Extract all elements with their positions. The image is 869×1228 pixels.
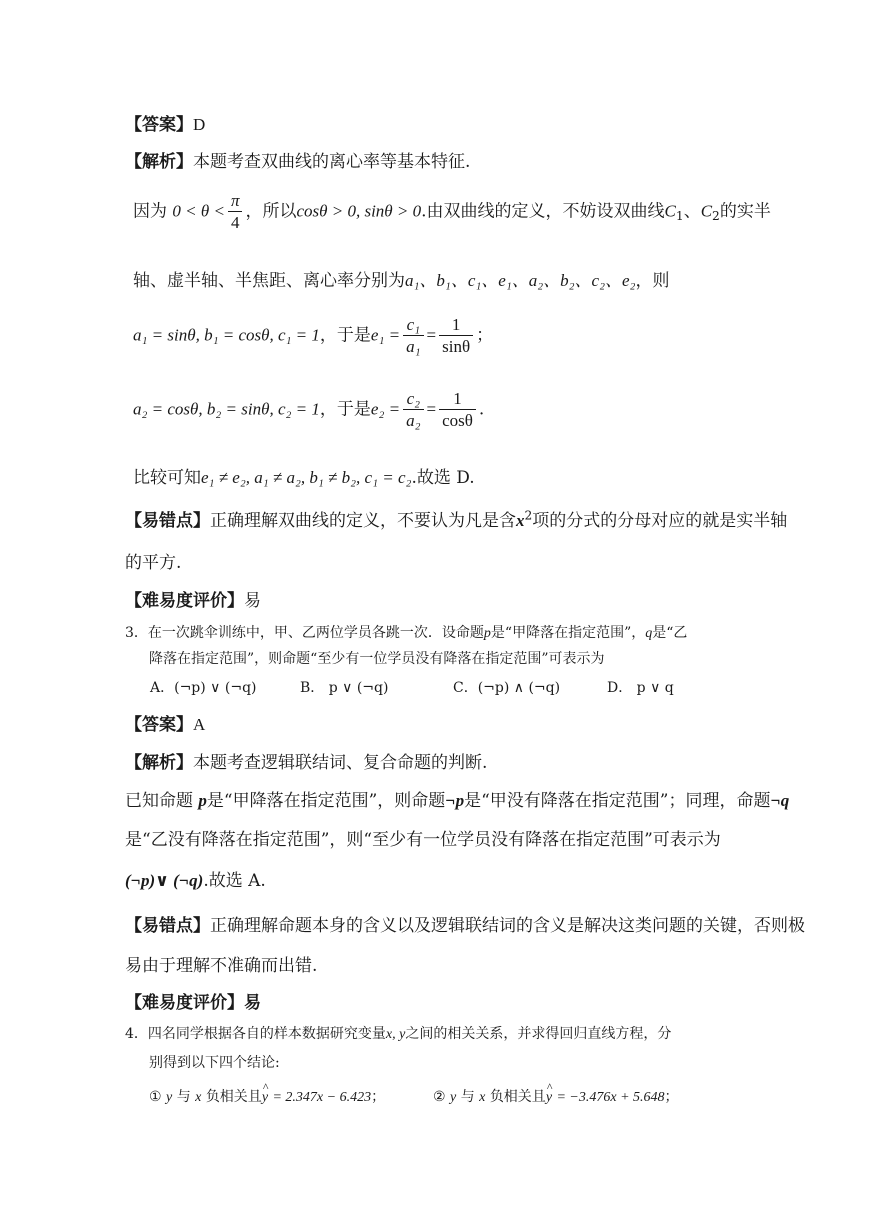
q3-error-line-2: 易由于理解不准确而出错. bbox=[125, 956, 318, 976]
solution-line-4: a₂ = cosθ, b₂ = sinθ, c₂ = 1，于是e₂ = $\frac{\text{c₂}}{\text{a₂}}$ = $\frac{1}{\cos\theta}$ . bbox=[133, 389, 485, 431]
question-4-stem-line-2: 别得到以下四个结论: bbox=[149, 1055, 280, 1071]
difficulty-line bbox=[125, 586, 261, 611]
conclusion-2: ② y 与 x 负相关且^ y = −3.476x + 5.648； bbox=[433, 1086, 679, 1106]
error-point-line-1: 【易错点】正确理解双曲线的定义，不要认为凡是含$x^2$项的分式的分母对应的就是实半轴 bbox=[125, 508, 788, 531]
q3-difficulty-line: 【难易度评价】易 bbox=[125, 993, 261, 1013]
question-3-stem-line-2: 降落在指定范围”，则命题“至少有一位学员没有降落在指定范围”可表示为 bbox=[149, 651, 605, 667]
error-point-line-2: 的平方. bbox=[125, 553, 182, 573]
option-a: A．(¬p) ∨ (¬q) bbox=[150, 680, 257, 696]
option-c: C．(¬p) ∧ (¬q) bbox=[453, 680, 561, 696]
q3-solution-line-3: (¬p)∨ (¬q).故选 A. bbox=[125, 871, 266, 891]
difficulty-value: 易 bbox=[244, 591, 261, 611]
q3-error-line-1: 【易错点】正确理解命题本身的含义以及逻辑联结词的含义是解决这类问题的关键，否则极 bbox=[125, 916, 805, 936]
fraction-pi-over-4: $\frac{\pi}{4}$ bbox=[228, 190, 243, 234]
answer-line-q3: 【答案】A bbox=[125, 715, 206, 735]
fraction-1-cos: $\frac{1}{\cos\theta}$ bbox=[439, 388, 476, 432]
answer-label: 【答案】 bbox=[125, 115, 193, 135]
fraction-c1-a1: $\frac{\text{c₁}}{\text{a₁}}$ bbox=[403, 314, 423, 358]
error-label: 【易错点】 bbox=[125, 511, 210, 531]
q3-solution-line-1: 已知命题 p是“甲降落在指定范围”，则命题¬p是“甲没有降落在指定范围”；同理，命题¬q bbox=[125, 791, 790, 811]
answer-value: D bbox=[193, 115, 206, 134]
y-hat-1: ^ y bbox=[262, 1090, 268, 1106]
q3-solution-line-2: 是“乙没有降落在指定范围”，则“至少有一位学员没有降落在指定范围”可表示为 bbox=[125, 830, 721, 850]
fraction-1-sin: $\frac{1}{\sin\theta}$ bbox=[439, 314, 473, 358]
y-hat-2: ^ y bbox=[546, 1090, 552, 1106]
solution-line-5: 比较可知e₁ ≠ e₂, a₁ ≠ a₂, b₁ ≠ b₂, c₁ = c₂.故选 D. bbox=[133, 468, 475, 488]
fraction-c2-a2: $\frac{\text{c₂}}{\text{a₂}}$ bbox=[403, 388, 423, 432]
solution-line-2: 轴、虚半轴、半焦距、离心率分别为a₁、b₁、c₁、e₁、a₂、b₂、c₂、e₂，则 bbox=[133, 271, 670, 291]
option-d: D． p ∨ q bbox=[607, 680, 674, 696]
analysis-text: 本题考查双曲线的离心率等基本特征. bbox=[193, 152, 471, 172]
option-b: B． p ∨ (¬q) bbox=[300, 680, 389, 696]
question-3-stem-line-1: 3．在一次跳伞训练中，甲、乙两位学员各跳一次．设命题p是“甲降落在指定范围”，q是“乙 bbox=[125, 625, 688, 641]
question-4-stem-line-1: 4．四名同学根据各自的样本数据研究变量x, y之间的相关关系，并求得回归直线方程，分 bbox=[125, 1026, 672, 1042]
solution-line-1: 因为 0 < θ < $\frac{\pi}{4}$ ，所以cosθ > 0, sinθ > 0.由双曲线的定义，不妨设双曲线$C_1$、$C_2$的实半 bbox=[133, 191, 771, 233]
answer-line bbox=[125, 110, 205, 135]
analysis-label: 【解析】 bbox=[125, 152, 193, 172]
conclusion-1: ① y 与 x 负相关且^ y = 2.347x − 6.423； bbox=[149, 1086, 385, 1106]
solution-line-3: a₁ = sinθ, b₁ = cosθ, c₁ = 1，于是e₁ = $\frac{\text{c₁}}{\text{a₁}}$ = $\frac{1}{\sin\theta}$ ； bbox=[133, 315, 494, 357]
difficulty-label: 【难易度评价】 bbox=[125, 591, 244, 611]
analysis-line-q3: 【解析】本题考查逻辑联结词、复合命题的判断. bbox=[125, 753, 488, 773]
analysis-line bbox=[125, 147, 470, 172]
